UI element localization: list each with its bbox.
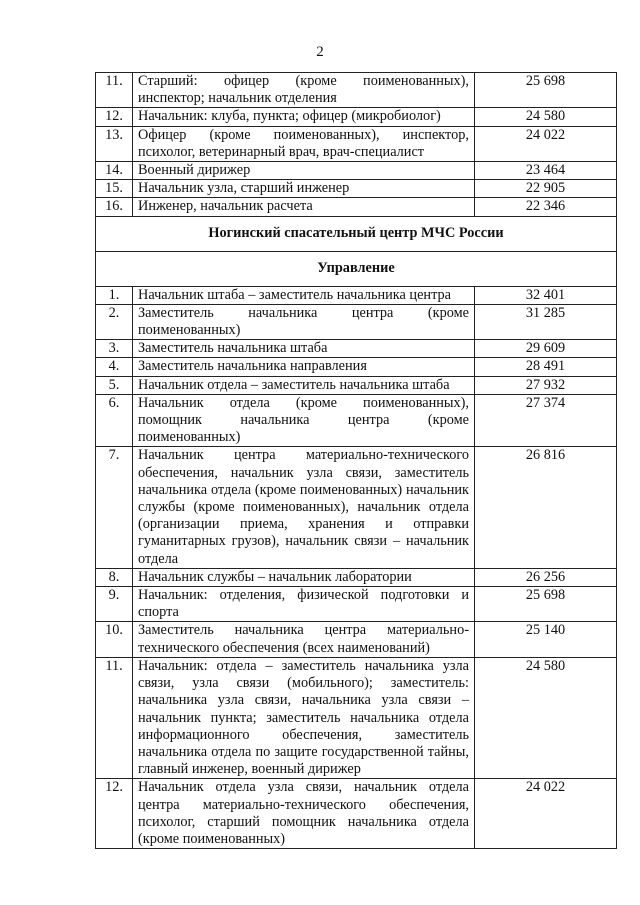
section-header-row: [96, 251, 617, 286]
salary-value: 26 816: [475, 447, 617, 568]
page-number: 2: [316, 44, 324, 60]
position-title: Инженер, начальник расчета: [133, 198, 475, 216]
row-number: 12.: [96, 779, 133, 849]
row-number: 13.: [96, 126, 133, 161]
table-row: [96, 622, 617, 657]
table-row: [96, 358, 617, 376]
row-number: 9.: [96, 587, 133, 622]
row-number: 12.: [96, 108, 133, 126]
table-row: [96, 180, 617, 198]
position-title: Заместитель начальника центра (кроме поименованных): [133, 304, 475, 339]
row-number: 4.: [96, 358, 133, 376]
position-title: Старший: офицер (кроме поименованных), инспектор; начальник отделения: [133, 73, 475, 108]
position-title: Офицер (кроме поименованных), инспектор, психолог, ветеринарный врач, врач-специалист: [133, 126, 475, 161]
salary-value: 24 022: [475, 126, 617, 161]
section-title: Ногинский спасательный центр МЧС России: [96, 216, 617, 251]
salary-table-body: [96, 73, 617, 849]
table-row: [96, 779, 617, 849]
salary-value: 31 285: [475, 304, 617, 339]
table-row: [96, 126, 617, 161]
salary-value: 25 698: [475, 587, 617, 622]
salary-value: 24 022: [475, 779, 617, 849]
position-title: Начальник отдела – заместитель начальника штаба: [133, 376, 475, 394]
salary-value: 22 346: [475, 198, 617, 216]
position-title: Начальник штаба – заместитель начальника центра: [133, 286, 475, 304]
salary-table: [95, 72, 617, 849]
row-number: 5.: [96, 376, 133, 394]
position-title: Заместитель начальника штаба: [133, 340, 475, 358]
table-row: [96, 73, 617, 108]
row-number: 1.: [96, 286, 133, 304]
salary-value: 26 256: [475, 568, 617, 586]
salary-value: 25 698: [475, 73, 617, 108]
position-title: Заместитель начальника направления: [133, 358, 475, 376]
table-row: [96, 587, 617, 622]
row-number: 10.: [96, 622, 133, 657]
salary-value: 24 580: [475, 657, 617, 778]
salary-value: 29 609: [475, 340, 617, 358]
position-title: Военный дирижер: [133, 162, 475, 180]
table-row: [96, 568, 617, 586]
row-number: 11.: [96, 657, 133, 778]
section-header-row: [96, 216, 617, 251]
salary-value: 25 140: [475, 622, 617, 657]
table-row: [96, 198, 617, 216]
position-title: Начальник: клуба, пункта; офицер (микробиолог): [133, 108, 475, 126]
table-row: [96, 394, 617, 447]
table-row: [96, 340, 617, 358]
table-row: [96, 108, 617, 126]
table-row: [96, 376, 617, 394]
position-title: Начальник отдела (кроме поименованных), помощник начальника центра (кроме поименованных): [133, 394, 475, 447]
table-row: [96, 447, 617, 568]
row-number: 16.: [96, 198, 133, 216]
section-title: Управление: [96, 251, 617, 286]
table-row: [96, 286, 617, 304]
row-number: 8.: [96, 568, 133, 586]
row-number: 7.: [96, 447, 133, 568]
row-number: 2.: [96, 304, 133, 339]
position-title: Начальник службы – начальник лаборатории: [133, 568, 475, 586]
row-number: 3.: [96, 340, 133, 358]
row-number: 14.: [96, 162, 133, 180]
position-title: Начальник отдела узла связи, начальник отдела центра материально-технического обеспечения, психолог, старший помощник начальника отдела (кроме поименованных): [133, 779, 475, 849]
table-row: [96, 304, 617, 339]
position-title: Начальник центра материально-технического обеспечения, начальник узла связи, заместитель начальника отдела (кроме поименованных) начальник службы (кроме поименованных), начальник отдела (организации приема, хранения и отправки гуманитарных грузов), начальник связи – начальник отдела: [133, 447, 475, 568]
table-row: [96, 657, 617, 778]
salary-value: 22 905: [475, 180, 617, 198]
position-title: Начальник: отдела – заместитель начальника узла связи, узла связи (мобильного); заместитель: начальника узла связи, начальника узла связи – начальник пункта; заместитель начальника отдела информационного обеспечения, заместитель начальника отдела по защите государственной тайны, главный инженер, военный дирижер: [133, 657, 475, 778]
salary-value: 32 401: [475, 286, 617, 304]
salary-value: 27 374: [475, 394, 617, 447]
row-number: 11.: [96, 73, 133, 108]
salary-value: 27 932: [475, 376, 617, 394]
table-row: [96, 162, 617, 180]
position-title: Начальник: отделения, физической подготовки и спорта: [133, 587, 475, 622]
row-number: 6.: [96, 394, 133, 447]
salary-value: 23 464: [475, 162, 617, 180]
salary-value: 24 580: [475, 108, 617, 126]
position-title: Начальник узла, старший инженер: [133, 180, 475, 198]
salary-value: 28 491: [475, 358, 617, 376]
position-title: Заместитель начальника центра материально-технического обеспечения (всех наименований): [133, 622, 475, 657]
row-number: 15.: [96, 180, 133, 198]
